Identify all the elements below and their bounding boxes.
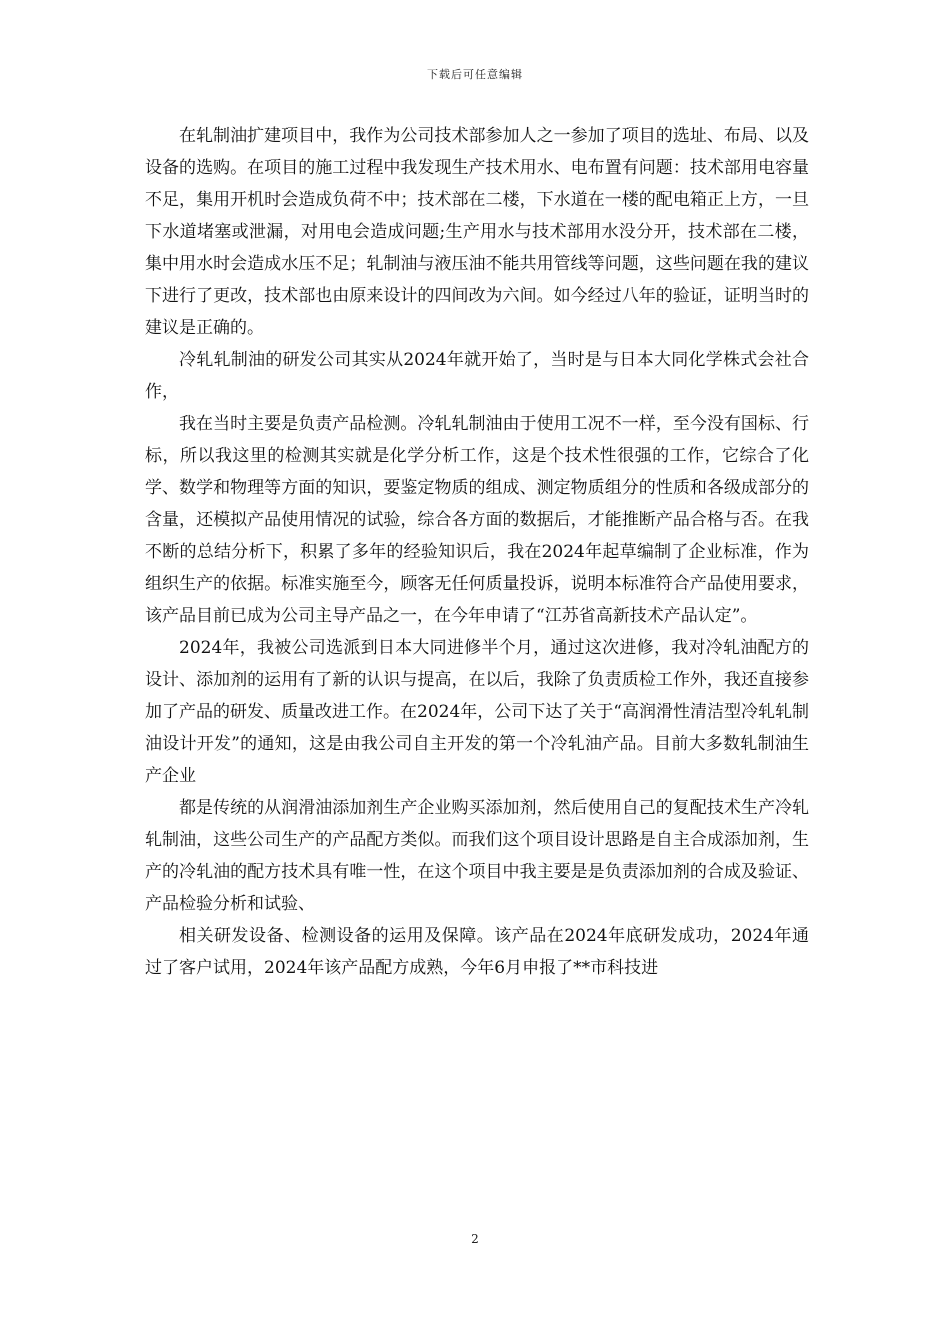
- paragraph-2: 冷轧轧制油的研发公司其实从2024年就开始了，当时是与日本大同化学株式会社合作，: [145, 350, 809, 402]
- page-header: 下载后可任意编辑: [427, 68, 523, 81]
- paragraph-3: 我在当时主要是负责产品检测。冷轧轧制油由于使用工况不一样，至今没有国标、行标，所以我这里的检测其实就是化学分析工作，这是个技术性很强的工作，它综合了化学、数学和物理等方面的知识，要鉴定物质的组成、测定物质组分的性质和各级成部分的含量，还模拟产品使用情况的试验，综合各方面的数据后，才能推断产品合格与否。在我不断的总结分析下，积累了多年的经验知识后，我在2024年起草编制了企业标准，作为组织生产的依据。标准实施至今，顾客无任何质量投诉，说明本标准符合产品使用要求，该产品目前已成为公司主导产品之一，在今年申请了“江苏省高新技术产品认定”。: [145, 414, 809, 626]
- page-number: 2: [471, 1232, 479, 1246]
- paragraph-6: 相关研发设备、检测设备的运用及保障。该产品在2024年底研发成功，2024年通过了客户试用，2024年该产品配方成熟，今年6月申报了**市科技进: [145, 926, 809, 978]
- paragraph-1: 在轧制油扩建项目中，我作为公司技术部参加人之一参加了项目的选址、布局、以及设备的选购。在项目的施工过程中我发现生产技术用水、电布置有问题：技术部用电容量不足，集用开机时会造成负荷不中；技术部在二楼，下水道在一楼的配电箱正上方，一旦下水道堵塞或泄漏，对用电会造成问题;生产用水与技术部用水没分开，技术部在二楼，集中用水时会造成水压不足；轧制油与液压油不能共用管线等问题，这些问题在我的建议下进行了更改，技术部也由原来设计的四间改为六间。如今经过八年的验证，证明当时的建议是正确的。: [145, 126, 809, 338]
- paragraph-4: 2024年，我被公司选派到日本大同进修半个月，通过这次进修，我对冷轧油配方的设计、添加剂的运用有了新的认识与提高，在以后，我除了负责质检工作外，我还直接参加了产品的研发、质量改进工作。在2024年，公司下达了关于“高润滑性清洁型冷轧轧制油设计开发”的通知，这是由我公司自主开发的第一个冷轧油产品。目前大多数轧制油生产企业: [145, 638, 809, 786]
- paragraph-5: 都是传统的从润滑油添加剂生产企业购买添加剂，然后使用自己的复配技术生产冷轧轧制油，这些公司生产的产品配方类似。而我们这个项目设计思路是自主合成添加剂，生产的冷轧油的配方技术具有唯一性，在这个项目中我主要是是负责添加剂的合成及验证、产品检验分析和试验、: [145, 798, 809, 914]
- document-body: [145, 120, 809, 984]
